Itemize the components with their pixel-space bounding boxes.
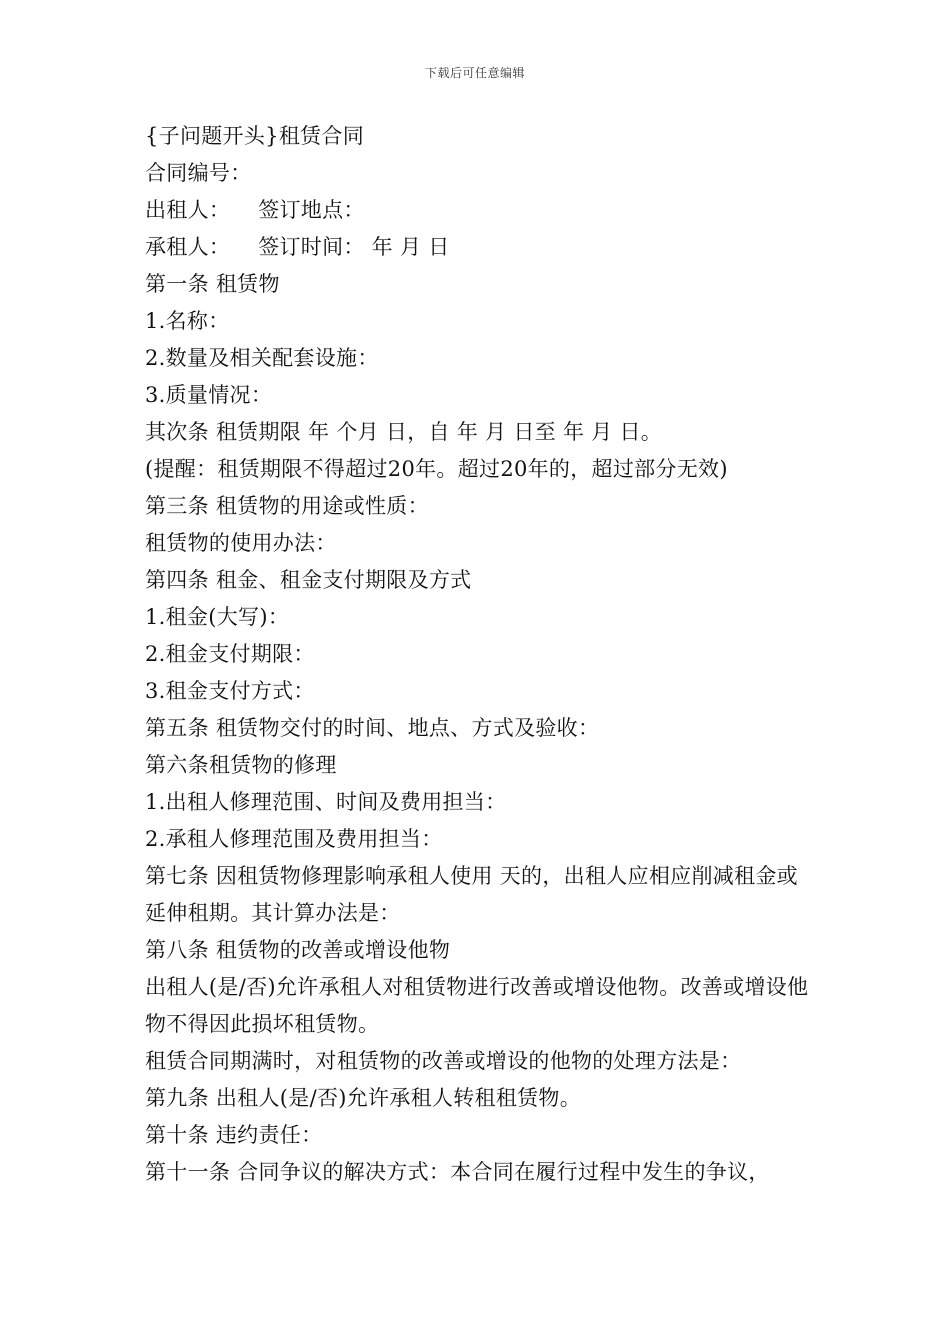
article-8-paragraph-1: 出租人(是/否)允许承租人对租赁物进行改善或增设他物。改善或增设他物不得因此损坏租赁物。 bbox=[145, 975, 809, 1036]
lessee-line bbox=[145, 229, 815, 266]
article-4-item-rent: 1.租金(大写)： bbox=[145, 605, 290, 629]
article-1-item-quantity: 2.数量及相关配套设施： bbox=[145, 346, 379, 370]
page-header: 下载后可任意编辑 bbox=[424, 66, 525, 80]
article-4-item-period: 2.租金支付期限： bbox=[145, 642, 315, 666]
article-7-paragraph: 第七条 因租赁物修理影响承租人使用 天的，出租人应相应削减租金或延伸租期。其计算办法是： bbox=[145, 864, 798, 925]
article-8-paragraph-2: 租赁合同期满时，对租赁物的改善或增设的他物的处理方法是： bbox=[145, 1049, 742, 1073]
article-5-title: 第五条 租赁物交付的时间、地点、方式及验收： bbox=[145, 716, 600, 740]
article-3-usage: 租赁物的使用办法： bbox=[145, 531, 337, 555]
article-2-reminder: (提醒：租赁期限不得超过20年。超过20年的，超过部分无效) bbox=[145, 457, 728, 481]
article-6-item-lessee: 2.承租人修理范围及费用担当： bbox=[145, 827, 443, 851]
lessor-line bbox=[145, 192, 815, 229]
lessee-label: 承租人： bbox=[145, 235, 231, 259]
sign-time-label: 签订时间： 年 月 日 bbox=[258, 235, 450, 259]
article-2-term: 其次条 租赁期限 年 个月 日，自 年 月 日至 年 月 日。 bbox=[145, 420, 663, 444]
article-3-title: 第三条 租赁物的用途或性质： bbox=[145, 494, 429, 518]
article-6-title: 第六条租赁物的修理 bbox=[145, 753, 337, 777]
contract-body bbox=[145, 118, 815, 1191]
article-6-item-lessor: 1.出租人修理范围、时间及费用担当： bbox=[145, 790, 507, 814]
article-4-item-method: 3.租金支付方式： bbox=[145, 679, 315, 703]
article-9-paragraph: 第九条 出租人(是/否)允许承租人转租租赁物。 bbox=[145, 1086, 582, 1110]
article-1-title: 第一条 租赁物 bbox=[145, 272, 280, 296]
article-10-title: 第十条 违约责任： bbox=[145, 1123, 323, 1147]
article-1-item-quality: 3.质量情况： bbox=[145, 383, 273, 407]
article-11-paragraph: 第十一条 合同争议的解决方式：本合同在履行过程中发生的争议， bbox=[145, 1160, 770, 1184]
sign-place-label: 签订地点： bbox=[258, 198, 365, 222]
document-title: {子问题开头}租赁合同 bbox=[145, 124, 365, 148]
lessor-label: 出租人： bbox=[145, 198, 231, 222]
article-8-title: 第八条 租赁物的改善或增设他物 bbox=[145, 938, 451, 962]
article-4-title: 第四条 租金、租金支付期限及方式 bbox=[145, 568, 472, 592]
article-1-item-name: 1.名称： bbox=[145, 309, 230, 333]
contract-number-line: 合同编号： bbox=[145, 161, 252, 185]
